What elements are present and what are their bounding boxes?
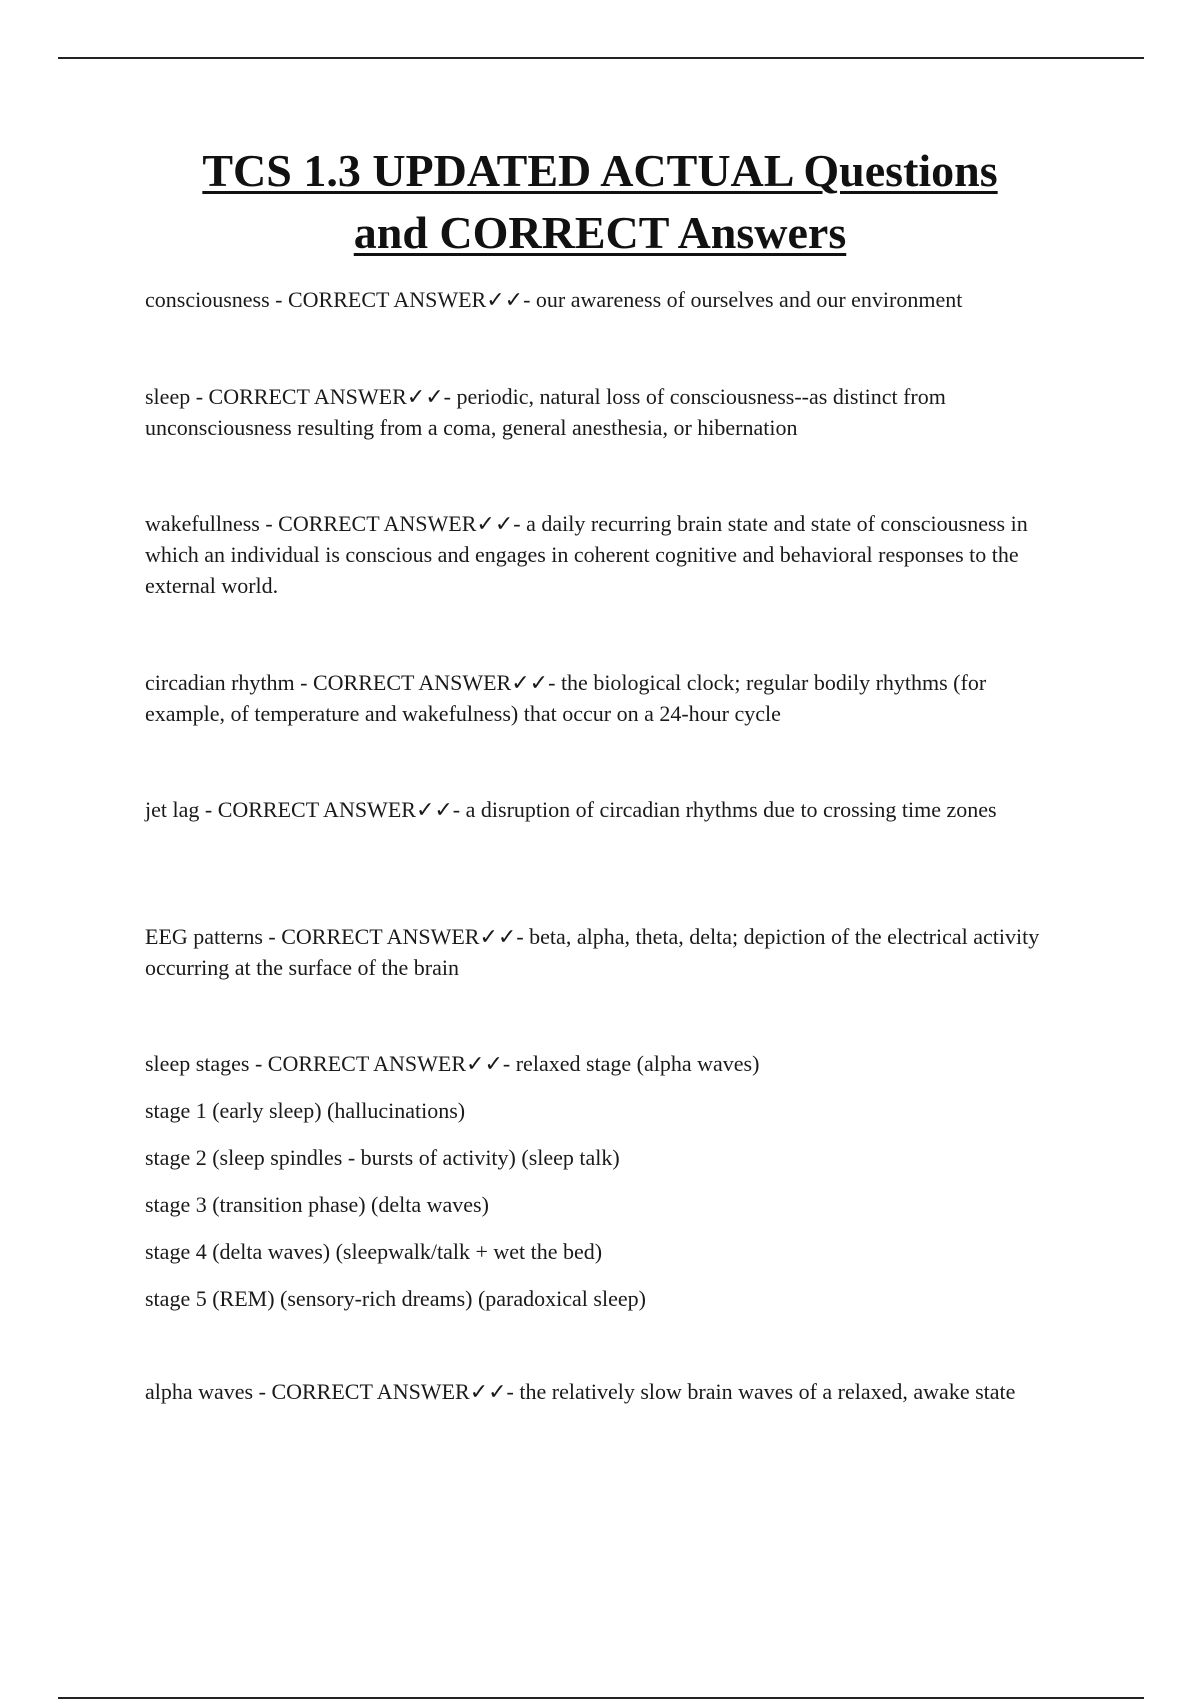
entry-separator: - CORRECT ANSWER✓✓-: [249, 1051, 516, 1076]
entry-answer: a daily recurring brain state and state of consciousness in which an individual is conscious and engages in coherent cognitive and behavioral responses to the external world.: [145, 511, 1028, 598]
entry-term: alpha waves: [145, 1379, 254, 1404]
entry-answer: the relatively slow brain waves of a relaxed, awake state: [519, 1379, 1016, 1404]
qa-entry-sleep-stages: [145, 1048, 1065, 1314]
sleep-stage-item: stage 5 (REM) (sensory-rich dreams) (paradoxical sleep): [145, 1286, 646, 1311]
qa-entry-circadian-rhythm: [145, 667, 1065, 729]
entry-term: sleep: [145, 384, 191, 409]
entry-separator: - CORRECT ANSWER✓✓-: [294, 670, 561, 695]
qa-entry-alpha-waves: [145, 1376, 1065, 1407]
top-rule: [58, 57, 1144, 59]
bottom-rule: [58, 1697, 1144, 1699]
entry-answer: periodic, natural loss of consciousness--as distinct from unconsciousness resulting from a coma, general anesthesia, or hibernation: [145, 384, 946, 440]
qa-entry-consciousness: [145, 284, 1065, 315]
qa-entry-wakefullness: [145, 508, 1065, 601]
qa-entry-eeg-patterns: [145, 921, 1065, 983]
qa-entry-sleep: [145, 381, 1065, 443]
title-line-2: and CORRECT Answers: [353, 207, 847, 258]
entry-term: wakefullness: [145, 511, 260, 536]
entry-answer: our awareness of ourselves and our environment: [535, 287, 963, 312]
title-line-1: TCS 1.3 UPDATED ACTUAL Questions: [202, 145, 998, 196]
sleep-stage-item: stage 3 (transition phase) (delta waves): [145, 1192, 489, 1217]
entry-answer: a disruption of circadian rhythms due to crossing time zones: [465, 797, 997, 822]
entry-term: sleep stages: [145, 1051, 250, 1076]
qa-entry-jet-lag: [145, 794, 1065, 825]
entry-separator: - CORRECT ANSWER✓✓-: [190, 384, 457, 409]
sleep-stage-item: stage 2 (sleep spindles - bursts of activity) (sleep talk): [145, 1145, 620, 1170]
entry-separator: - CORRECT ANSWER✓✓-: [199, 797, 466, 822]
entry-term: circadian rhythm: [145, 670, 295, 695]
sleep-stage-list: [145, 1095, 1065, 1314]
sleep-stage-item: stage 4 (delta waves) (sleepwalk/talk + wet the bed): [145, 1239, 603, 1264]
entry-main-line: [145, 1048, 1065, 1079]
entry-separator: - CORRECT ANSWER✓✓-: [269, 287, 536, 312]
entry-answer: the biological clock; regular bodily rhythms (for example, of temperature and wakefulness) that occur on a 24-hour cycle: [145, 670, 987, 726]
document-title: [100, 140, 1100, 264]
entry-separator: - CORRECT ANSWER✓✓-: [259, 511, 527, 536]
entry-answer: relaxed stage (alpha waves): [515, 1051, 760, 1076]
entry-answer: beta, alpha, theta, delta; depiction of the electrical activity occurring at the surface of the brain: [145, 924, 1040, 980]
entry-separator: - CORRECT ANSWER✓✓-: [262, 924, 530, 949]
sleep-stage-item: stage 1 (early sleep) (hallucinations): [145, 1098, 466, 1123]
entry-term: jet lag: [145, 797, 200, 822]
entry-term: EEG patterns: [145, 924, 263, 949]
entry-term: consciousness: [145, 287, 270, 312]
entry-separator: - CORRECT ANSWER✓✓-: [253, 1379, 520, 1404]
